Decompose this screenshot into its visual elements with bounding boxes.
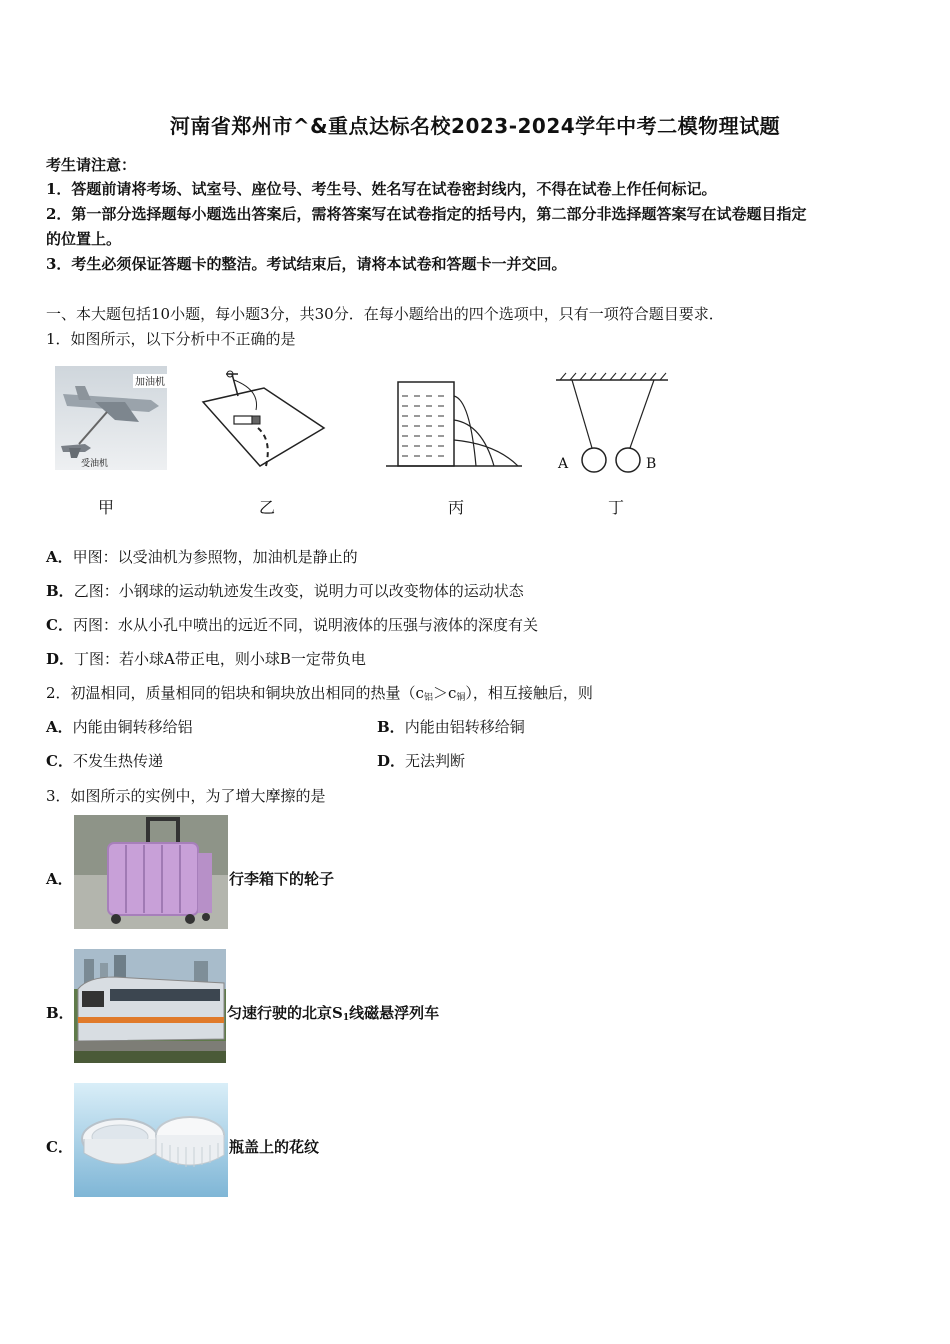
notice-item-1: 1．答题前请将考场、试室号、座位号、考生号、姓名写在试卷密封线内，不得在试卷上作任何标记。: [46, 180, 717, 198]
notice-heading: 考生请注意：: [46, 156, 137, 174]
q3-option-b-key[interactable]: B．: [46, 1004, 74, 1022]
caption-bing: 丙: [447, 498, 464, 517]
q3-option-a-text: 行李箱下的轮子: [229, 870, 335, 888]
q3-stem: 3．如图所示的实例中，为了增大摩擦的是: [46, 787, 326, 805]
q3-option-a-key[interactable]: A．: [46, 870, 73, 888]
q2-option-c[interactable]: C．不发生热传递: [46, 752, 163, 770]
q2-option-d[interactable]: D．无法判断: [377, 752, 466, 770]
notice-item-2-cont: 的位置上。: [46, 230, 122, 248]
figure-jia: [55, 366, 167, 470]
page-title: 河南省郑州市^&重点达标名校2023-2024学年中考二模物理试题: [169, 114, 781, 138]
receiver-label: 受油机: [81, 459, 109, 469]
q3-option-c-text: 瓶盖上的花纹: [229, 1138, 320, 1156]
section-heading: 一、本大题包括10小题，每小题3分，共30分．在每小题给出的四个选项中，只有一项符合题目要求．: [46, 305, 724, 323]
q3-option-b-text: 匀速行驶的北京$S_1$线磁悬浮列车: [227, 1004, 440, 1023]
ball-a-label: A: [558, 456, 569, 472]
figure-bing: [386, 374, 522, 470]
q1-option-a[interactable]: A．甲图：以受油机为参照物，加油机是静止的: [46, 548, 358, 566]
tanker-label: 加油机: [135, 377, 165, 388]
q3-option-c-key[interactable]: C．: [46, 1138, 73, 1156]
figure-yi: [198, 370, 328, 470]
bottle-cap-photo: [74, 1083, 228, 1197]
q1-option-c[interactable]: C．丙图：水从小孔中喷出的远近不同，说明液体的压强与液体的深度有关: [46, 616, 538, 634]
train-photo: [74, 949, 226, 1063]
caption-jia: 甲: [97, 498, 114, 517]
q2-option-b[interactable]: B．内能由铝转移给铜: [377, 718, 525, 736]
figure-ding: [554, 372, 670, 476]
caption-yi: 乙: [258, 498, 275, 517]
q2-stem: 2．初温相同，质量相同的铝块和铜块放出相同的热量$(c_铝>c_铜)$，相互接触后，则: [46, 684, 593, 703]
suitcase-photo: [74, 815, 228, 929]
q1-stem: 1．如图所示，以下分析中不正确的是: [46, 330, 296, 348]
notice-item-2: 2．第一部分选择题每小题选出答案后，需将答案写在试卷指定的括号内，第二部分非选择题答案写在试卷题目指定: [46, 205, 807, 223]
q2-option-a[interactable]: A．内能由铜转移给铝: [46, 718, 193, 736]
q1-option-b[interactable]: B．乙图：小钢球的运动轨迹发生改变，说明力可以改变物体的运动状态: [46, 582, 524, 600]
notice-item-3: 3．考生必须保证答题卡的整洁。考试结束后，请将本试卷和答题卡一并交回。: [46, 255, 567, 273]
q1-option-d[interactable]: D．丁图：若小球A带正电，则小球B一定带负电: [46, 650, 366, 668]
ball-b-label: B: [646, 456, 657, 472]
caption-ding: 丁: [607, 498, 624, 517]
